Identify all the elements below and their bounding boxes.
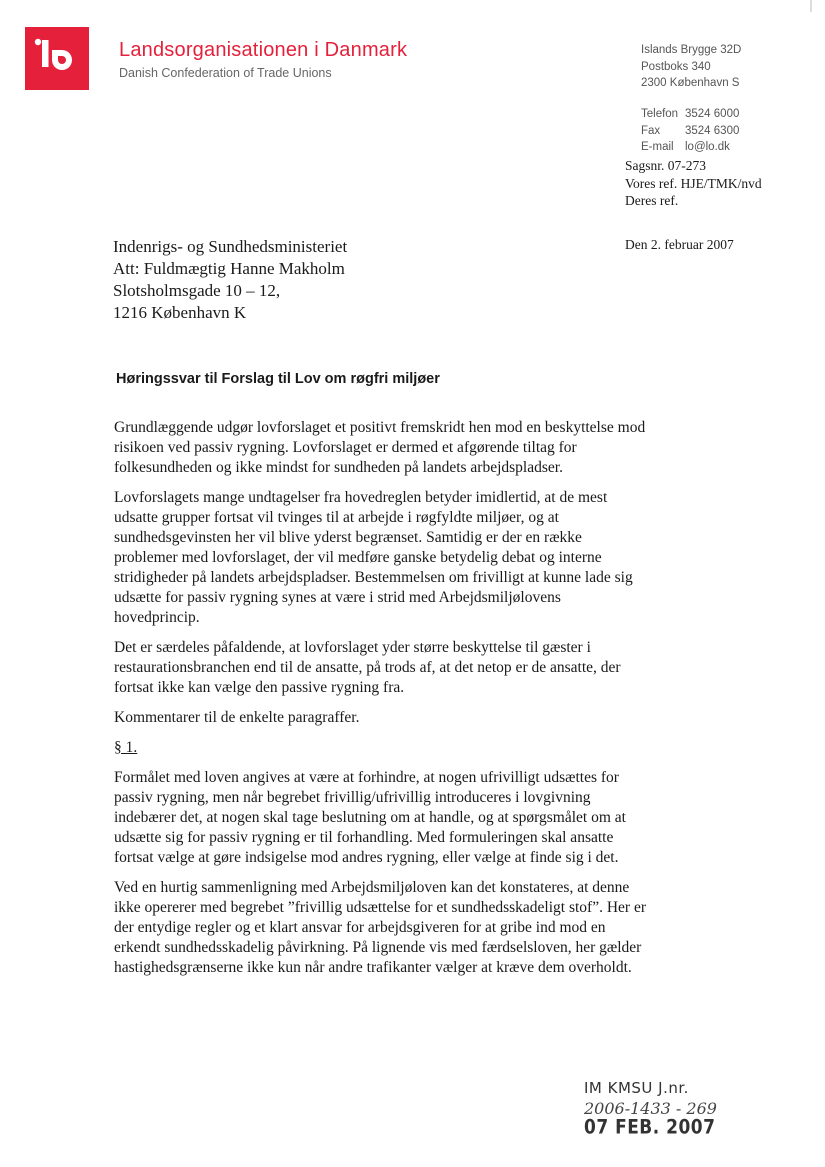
- paragraph-line: Det er særdeles påfaldende, at lovforslaget yder større beskyttelse til gæster i: [114, 639, 591, 656]
- recipient-address: [113, 236, 347, 324]
- email-row: [641, 139, 739, 156]
- recipient-line: 1216 København K: [113, 303, 247, 322]
- phone-value: 3524 6000: [685, 108, 740, 120]
- fax-row: [641, 123, 739, 140]
- paragraph-line: der entydige regler og et klart ansvar for arbejdsgiveren for at gribe ind mod en: [114, 919, 606, 936]
- paragraph-line: udsatte grupper fortsat vil tvinges til at arbejde i røgfyldte miljøer, og at: [114, 509, 559, 526]
- stamp-journal-number: 2006-1433 - 269: [584, 1099, 717, 1118]
- lo-logo: [25, 27, 89, 90]
- stamp-office: IM KMSU J.nr.: [584, 1079, 689, 1097]
- phone-row: [641, 106, 739, 123]
- letter-body: [114, 418, 704, 988]
- organization-name: Landsorganisationen i Danmark: [119, 39, 408, 61]
- recipient-line: Att: Fuldmægtig Hanne Makholm: [113, 259, 345, 278]
- paragraph-line: § 1.: [114, 739, 138, 756]
- lo-logo-icon: [25, 27, 89, 90]
- paragraph-line: Formålet med loven angives at være at forhindre, at nogen ufrivilligt udsættes for: [114, 769, 619, 786]
- email-label: E-mail: [641, 141, 674, 153]
- letter-subject: Høringssvar til Forslag til Lov om røgfri miljøer: [116, 371, 440, 387]
- paragraph-line: problemer med lovforslaget, der vil medføre ganske betydelig debat og interne: [114, 549, 602, 566]
- body-paragraph: [114, 638, 704, 698]
- paragraph-line: fortsat ikke kan vælge den passive rygning fra.: [114, 679, 405, 696]
- paragraph-line: risikoen ved passiv rygning. Lovforslaget er dermed et afgørende tiltag for: [114, 439, 577, 456]
- paragraph-line: Lovforslagets mange undtagelser fra hovedreglen betyder imidlertid, at de mest: [114, 489, 608, 506]
- paragraph-line: ikke opererer med begrebet ”frivillig udsættelse for et sundhedsskadeligt stof”. Her er: [114, 899, 646, 916]
- body-paragraph: [114, 708, 704, 728]
- our-reference: Vores ref. HJE/TMK/nvd: [625, 175, 762, 191]
- recipient-line: Indenrigs- og Sundhedsministeriet: [113, 237, 348, 256]
- paragraph-line: indebærer det, at nogen skal tage beslutning om at handle, og at spørgsmålet om at: [114, 809, 626, 826]
- body-paragraph: [114, 878, 704, 978]
- recipient-line: Slotsholmsgade 10 – 12,: [113, 281, 281, 300]
- scan-edge-mark: [810, 0, 812, 12]
- received-stamp: [584, 1079, 717, 1139]
- address-line: Islands Brygge 32D: [641, 44, 742, 56]
- email-value: lo@lo.dk: [685, 141, 730, 153]
- paragraph-line: passiv rygning, men når begrebet frivillig/ufrivillig introduceres i lovgivning: [114, 789, 591, 806]
- organization-subtitle: Danish Confederation of Trade Unions: [119, 66, 332, 80]
- address-line: Postboks 340: [641, 60, 711, 73]
- phone-label: Telefon: [641, 108, 679, 120]
- paragraph-line: fortsat vælge at gøre indsigelse mod andres rygning, eller vælge at finde sig i det.: [114, 849, 619, 866]
- body-paragraph: [114, 488, 704, 628]
- fax-label: Fax: [641, 124, 661, 137]
- paragraph-line: Kommentarer til de enkelte paragraffer.: [114, 709, 360, 726]
- paragraph-line: restaurationsbranchen end til de ansatte, på trods af, at det netop er de ansatte, der: [114, 659, 621, 676]
- paragraph-line: sundhedsgevinsten her vil blive yderst begrænset. Samtidig er der en række: [114, 529, 582, 546]
- fax-value: 3524 6300: [685, 124, 740, 137]
- stamp-date: 07 FEB. 2007: [584, 1116, 716, 1139]
- paragraph-line: folkesundheden og ikke mindst for sundheden på landets arbejdspladser.: [114, 459, 563, 476]
- paragraph-line: erkendt sundhedsskadelig påvirkning. På lignende vis med færdselsloven, her gælder: [114, 939, 642, 956]
- section-heading: [114, 738, 704, 758]
- paragraph-line: hastighedsgrænserne ikke kun når andre trafikanter vælger at kræve dem overholdt.: [114, 959, 632, 976]
- your-reference: Deres ref.: [625, 193, 679, 208]
- paragraph-line: udsætte for passiv rygning synes at være i strid med Arbejdsmiljølovens: [114, 589, 561, 606]
- paragraph-line: udsætte sig for passiv rygning er til forhandling. Med formuleringen skal ansatte: [114, 829, 614, 846]
- body-paragraph: [114, 768, 704, 868]
- paragraph-line: Grundlæggende udgør lovforslaget et positivt fremskridt hen mod en beskyttelse mod: [114, 419, 646, 436]
- case-number: Sagsnr. 07-273: [625, 158, 706, 173]
- paragraph-line: stridigheder på landets arbejdspladser. Bestemmelsen om frivilligt at kunne lade sig: [114, 569, 633, 586]
- sender-address: [641, 42, 741, 92]
- case-references: [625, 157, 762, 210]
- letter-date: Den 2. februar 2007: [625, 237, 734, 252]
- address-line: 2300 København S: [641, 77, 740, 89]
- paragraph-line: Ved en hurtig sammenligning med Arbejdsmiljøloven kan det konstateres, at denne: [114, 879, 630, 896]
- body-paragraph: [114, 418, 704, 478]
- paragraph-line: hovedprincip.: [114, 609, 200, 626]
- sender-contact: [641, 106, 739, 156]
